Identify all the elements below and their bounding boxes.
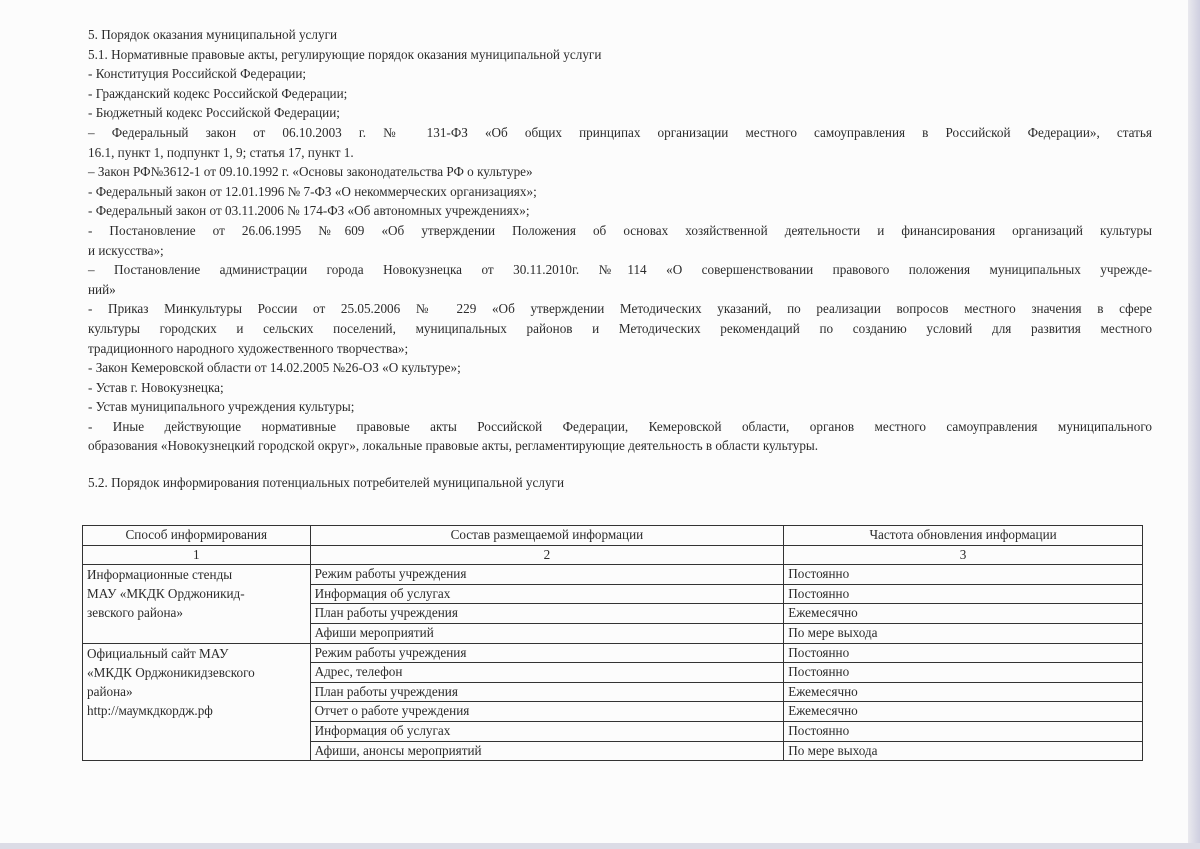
header-content: Состав размещаемой информации: [310, 526, 784, 546]
method-cell-stands: [83, 565, 311, 643]
header-method: Способ информирования: [83, 526, 311, 546]
method-line: зевского района»: [87, 605, 183, 621]
legal-act-line: и искусства»;: [88, 242, 164, 258]
table-number-row: [83, 545, 1143, 565]
frequency-cell: По мере выхода: [784, 623, 1143, 643]
table-row: [83, 643, 1143, 663]
column-number: 3: [784, 545, 1143, 565]
document-text: [88, 25, 1152, 493]
legal-act-line: – Закон РФ№3612-1 от 09.10.1992 г. «Основы законодательства РФ о культуре»: [88, 164, 533, 180]
page-edge-bottom: [0, 843, 1200, 849]
column-number: 2: [310, 545, 784, 565]
legal-acts-list: [88, 64, 1152, 456]
content-cell: План работы учреждения: [310, 682, 784, 702]
website-url: http://маумкдкордж.рф: [87, 702, 213, 718]
legal-act-line: ний»: [88, 281, 116, 297]
legal-act-line: - Приказ Минкультуры России от 25.05.2006 № 229 «Об утверждении Методических указаний, по реализации вопросов местного значения в сфере: [88, 301, 1152, 317]
legal-act-line: – Федеральный закон от 06.10.2003 г. № 131-ФЗ «Об общих принципах организации местного самоуправления в Российской Федерации», статья: [88, 124, 1152, 140]
legal-act-line: - Устав муниципального учреждения культуры;: [88, 399, 355, 415]
informing-table: [82, 525, 1143, 761]
legal-act-line: - Бюджетный кодекс Российской Федерации;: [88, 105, 340, 121]
content-cell: Режим работы учреждения: [310, 565, 784, 585]
frequency-cell: По мере выхода: [784, 741, 1143, 761]
frequency-cell: Постоянно: [784, 565, 1143, 585]
table-row: [83, 565, 1143, 585]
frequency-cell: Постоянно: [784, 643, 1143, 663]
legal-act-line: образования «Новокузнецкий городской округ», локальные правовые акты, регламентирующие деятельность в области культуры.: [88, 438, 819, 454]
legal-act-line: – Постановление администрации города Новокузнецка от 30.11.2010г. №114 «О совершенствовании правового положения муниципальных учрежде-: [88, 262, 1152, 278]
method-line: МАУ «МКДК Орджоникид-: [87, 586, 245, 602]
frequency-cell: Постоянно: [784, 663, 1143, 683]
content-cell: Афиши мероприятий: [310, 623, 784, 643]
method-line: Официальный сайт МАУ: [87, 645, 229, 661]
column-number: 1: [83, 545, 311, 565]
content-cell: Информация об услугах: [310, 584, 784, 604]
content-cell: Режим работы учреждения: [310, 643, 784, 663]
method-line: Информационные стенды: [87, 567, 233, 583]
section-title: 5. Порядок оказания муниципальной услуги: [88, 27, 338, 42]
frequency-cell: Ежемесячно: [784, 702, 1143, 722]
frequency-cell: Постоянно: [784, 584, 1143, 604]
legal-act-line: - Федеральный закон от 03.11.2006 № 174-ФЗ «Об автономных учреждениях»;: [88, 203, 530, 219]
content-cell: План работы учреждения: [310, 604, 784, 624]
legal-act-line: традиционного народного художественного творчества»;: [88, 340, 409, 356]
legal-act-line: - Конституция Российской Федерации;: [88, 66, 307, 82]
legal-act-line: - Устав г. Новокузнецка;: [88, 379, 224, 395]
content-cell: Адрес, телефон: [310, 663, 784, 683]
content-cell: Афиши, анонсы мероприятий: [310, 741, 784, 761]
legal-act-line: - Иные действующие нормативные правовые акты Российской Федерации, Кемеровской области, органов местного самоуправления муниципального: [88, 418, 1152, 434]
table-header-row: [83, 526, 1143, 546]
legal-act-line: - Федеральный закон от 12.01.1996 № 7-ФЗ «О некоммерческих организациях»;: [88, 183, 537, 199]
frequency-cell: Ежемесячно: [784, 604, 1143, 624]
frequency-cell: Постоянно: [784, 721, 1143, 741]
legal-act-line: культуры городских и сельских поселений, муниципальных районов и Методических рекомендаций по созданию условий для развития местного: [88, 320, 1152, 336]
subsection-title: 5.1. Нормативные правовые акты, регулирующие порядок оказания муниципальной услуги: [88, 46, 602, 62]
content-cell: Отчет о работе учреждения: [310, 702, 784, 722]
page-edge-right: [1188, 0, 1200, 849]
legal-act-line: - Гражданский кодекс Российской Федерации;: [88, 85, 348, 101]
legal-act-line: - Закон Кемеровской области от 14.02.2005 №26-ОЗ «О культуре»;: [88, 360, 461, 376]
method-line: «МКДК Орджоникидзевского: [87, 664, 255, 680]
content-cell: Информация об услугах: [310, 721, 784, 741]
header-frequency: Частота обновления информации: [784, 526, 1143, 546]
informing-title: 5.2. Порядок информирования потенциальных потребителей муниципальной услуги: [88, 475, 565, 491]
method-cell-website: [83, 643, 311, 761]
frequency-cell: Ежемесячно: [784, 682, 1143, 702]
method-line: района»: [87, 683, 133, 699]
legal-act-line: 16.1, пункт 1, подпункт 1, 9; статья 17, пункт 1.: [88, 144, 354, 160]
legal-act-line: - Постановление от 26.06.1995 №609 «Об утверждении Положения об основах хозяйственной деятельности и финансирования организаций культуры: [88, 222, 1152, 238]
